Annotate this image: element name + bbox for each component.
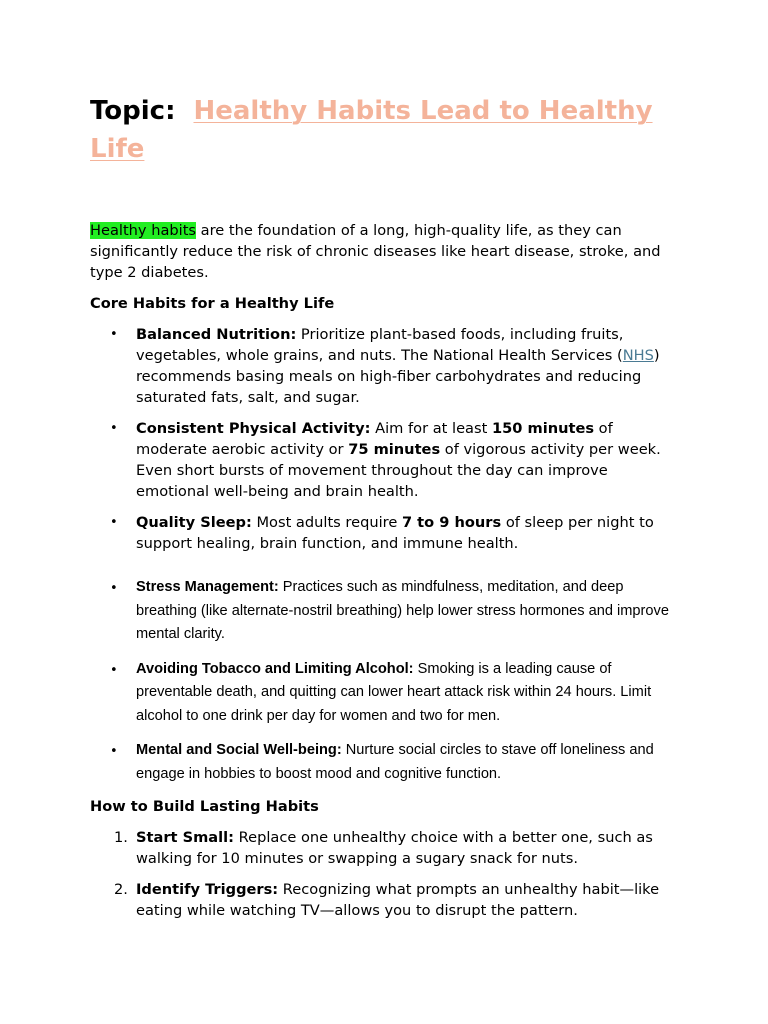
lasting-habits-list — [90, 827, 678, 921]
item-number: 1. — [114, 829, 128, 846]
page-title — [90, 92, 678, 168]
highlighted-text: Healthy habits — [90, 222, 197, 239]
bullet-icon: • — [110, 421, 118, 436]
item-text: Smoking is a leading cause of preventable death, and quitting can lower heart attack risk within 24 hours. Limit alcohol to one drink per day for women and two for men. — [136, 660, 652, 724]
item-emphasis: 75 minutes — [348, 441, 441, 458]
list-item — [90, 739, 678, 786]
section-heading-core-habits: Core Habits for a Healthy Life — [90, 295, 335, 312]
intro-paragraph — [90, 220, 678, 283]
list-item — [90, 827, 678, 869]
section-heading-lasting-habits: How to Build Lasting Habits — [90, 798, 319, 815]
item-lead: Mental and Social Well-being: — [136, 742, 342, 758]
bullet-icon: • — [110, 662, 118, 678]
title-label: Topic: — [90, 96, 176, 126]
item-lead: Start Small: — [136, 829, 234, 846]
item-text: Practices such as mindfulness, meditation, and deep breathing (like alternate-nostril breathing) help lower stress hormones and improve mental clarity. — [136, 579, 669, 642]
item-number: 2. — [114, 881, 128, 898]
nhs-link[interactable]: NHS — [622, 347, 654, 364]
bullet-icon: • — [110, 515, 118, 530]
title-topic: Healthy Habits Lead to Healthy Life — [90, 96, 653, 164]
list-item — [90, 576, 678, 647]
item-text: of vigorous activity per week. Even short bursts of movement throughout the day can improve emotional well-being and brain health. — [136, 441, 661, 500]
item-lead: Quality Sleep: — [136, 514, 252, 531]
bullet-icon: • — [110, 744, 118, 759]
list-item — [90, 418, 678, 502]
item-lead: Balanced Nutrition: — [136, 326, 297, 343]
item-text: Prioritize plant-based foods, including fruits, vegetables, whole grains, and nuts. The National Health Services ( — [136, 326, 624, 364]
item-lead: Avoiding Tobacco and Limiting Alcohol: — [136, 660, 414, 677]
list-item — [90, 512, 678, 554]
item-text: of moderate aerobic activity or — [136, 420, 613, 458]
bullet-icon: • — [110, 581, 118, 596]
item-emphasis: 7 to 9 hours — [401, 514, 502, 531]
item-emphasis: 150 minutes — [491, 420, 595, 437]
item-text: of sleep per night to support healing, brain function, and immune health. — [136, 514, 654, 552]
item-text: Most adults require — [251, 514, 402, 531]
item-lead: Consistent Physical Activity: — [136, 420, 371, 437]
bullet-icon: • — [110, 327, 118, 342]
item-text: Recognizing what prompts an unhealthy habit—like eating while watching TV—allows you to disrupt the pattern. — [136, 881, 660, 919]
item-lead: Identify Triggers: — [136, 881, 279, 898]
item-text: Nurture social circles to stave off loneliness and engage in hobbies to boost mood and cognitive function. — [136, 742, 654, 782]
item-text: ) recommends basing meals on high-fiber carbohydrates and reducing saturated fats, salt, and sugar. — [136, 347, 660, 406]
list-item — [90, 879, 678, 921]
intro-text: are the foundation of a long, high-quality life, as they can significantly reduce the risk of chronic diseases like heart disease, stroke, and type 2 diabetes. — [90, 222, 661, 281]
list-item — [90, 658, 678, 729]
list-item — [90, 324, 678, 408]
item-lead: Stress Management: — [136, 579, 279, 595]
item-text: Replace one unhealthy choice with a better one, such as walking for 10 minutes or swapping a sugary snack for nuts. — [136, 829, 653, 867]
core-habits-list — [90, 324, 678, 786]
item-text: Aim for at least — [370, 420, 492, 437]
